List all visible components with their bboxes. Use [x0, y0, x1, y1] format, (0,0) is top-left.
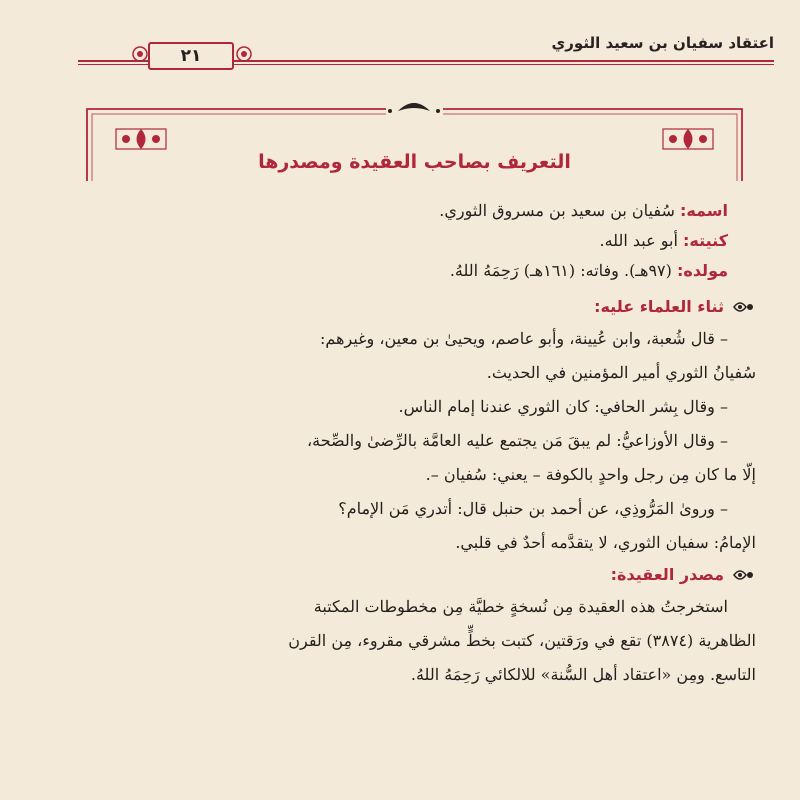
text-line: الظاهرية (٣٨٧٤) تقع في ورَقتين، كتبت بخطٍّ مشرقي مقروء، مِن القرن	[288, 631, 756, 650]
bio-kunya-line	[40, 226, 756, 256]
source-heading-text: مصدر العقيدة:	[610, 565, 724, 584]
text-line: سُفيانُ الثوري أمير المؤمنين في الحديث.	[486, 363, 756, 382]
running-title: اعتقاد سفيان بن سعيد الثوري	[551, 34, 774, 52]
corner-ornament-icon	[114, 125, 168, 153]
source-heading	[40, 560, 756, 590]
running-header	[78, 30, 774, 68]
bio-birth-line	[40, 256, 756, 286]
praise-paragraphs	[40, 322, 756, 560]
header-ornament-icon	[388, 103, 440, 113]
praise-heading	[40, 292, 756, 322]
floral-bullet-icon	[732, 299, 756, 315]
page-content	[40, 196, 756, 692]
birth-value: (٩٧هـ). وفاته: (١٦١هـ) رَحِمَهُ اللهُ.	[449, 261, 672, 280]
text-line: – وقال الأوزاعيُّ: لم يبقَ مَن يجتمع عليه العامَّة بالرِّضىٰ والصِّحة،	[306, 431, 728, 450]
text-line: التاسع. ومِن «اعتقاد أهل السُّنة» للالكائي رَحِمَهُ اللهُ.	[410, 665, 756, 684]
text-line: – قال شُعبة، وابن عُيينة، وأبو عاصم، ويحيىٰ بن معين، وغيرهم:	[320, 329, 728, 348]
birth-label: مولده:	[676, 261, 728, 280]
chapter-title: التعريف بصاحب العقيدة ومصدرها	[258, 151, 571, 173]
name-value: سُفيان بن سعيد بن مسروق الثوري.	[439, 201, 675, 220]
text-line: – ورویٰ المَرُّوذِي، عن أحمد بن حنبل قال: أتدري مَن الإمام؟	[338, 499, 728, 518]
praise-heading-text: ثناء العلماء عليه:	[594, 297, 724, 316]
text-line: استخرجتُ هذه العقيدة مِن نُسخةٍ خطيَّة مِن مخطوطات المكتبة	[313, 597, 728, 616]
header-ornament-icon	[130, 44, 150, 64]
floral-bullet-icon	[732, 567, 756, 583]
name-label: اسمه:	[679, 201, 728, 220]
kunya-label: كنيته:	[683, 231, 728, 250]
chapter-title-frame	[86, 103, 743, 181]
bio-name-line	[40, 196, 756, 226]
page-number: ٢١	[148, 42, 234, 70]
source-paragraph	[40, 590, 756, 692]
corner-ornament-icon	[661, 125, 715, 153]
kunya-value: أبو عبد الله.	[599, 231, 678, 250]
header-ornament-icon	[234, 44, 254, 64]
text-line: – وقال بِشر الحافي: كان الثوري عندنا إمام الناس.	[398, 397, 728, 416]
text-line: الإمامُ: سفيان الثوري، لا يتقدَّمه أحدٌ في قلبي.	[455, 533, 756, 552]
text-line: إلّا ما كان مِن رجل واحدٍ بالكوفة – يعني: سُفيان –.	[425, 465, 756, 484]
